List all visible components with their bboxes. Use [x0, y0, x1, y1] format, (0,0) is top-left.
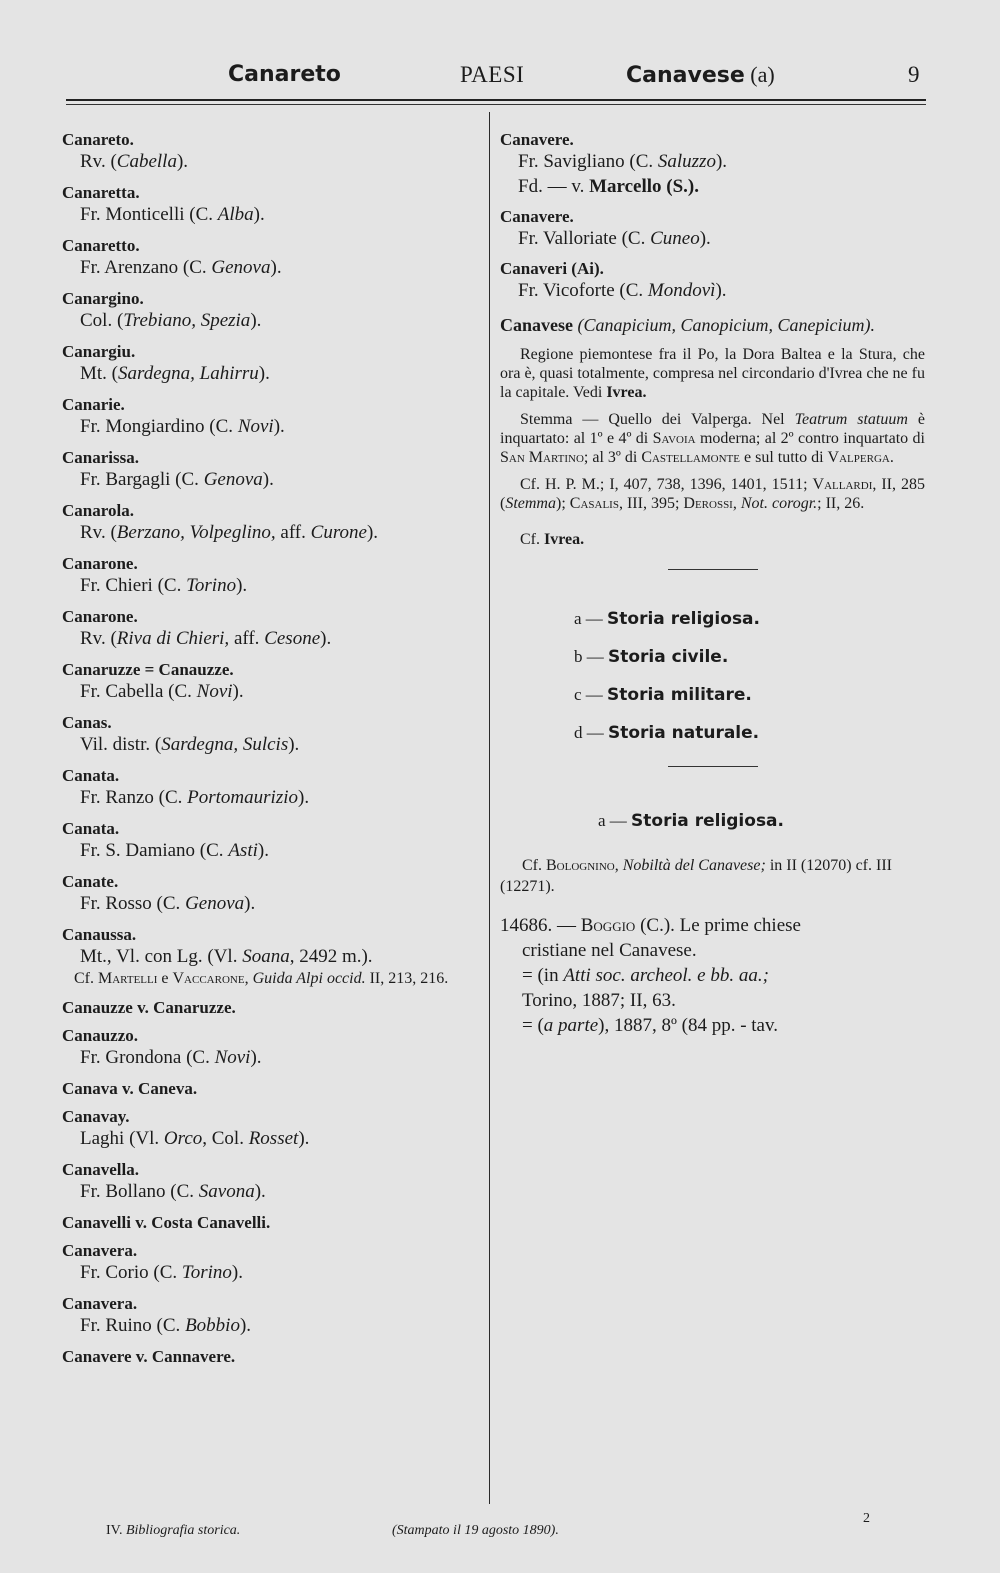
entry-reference: Cf. Martelli e Vaccarone, Guida Alpi occid. II, 213, 216.: [74, 970, 449, 987]
entry-location: Fr. Ranzo (C. Portomaurizio).: [80, 787, 310, 808]
entry-headword: Canargino.: [62, 289, 144, 308]
gazetteer-entry: [62, 1294, 480, 1338]
entry-headword: Canavelli v. Costa Canavelli.: [62, 1213, 271, 1232]
bib-line-2: cristiane nel Canavese.: [522, 940, 697, 961]
entry-location-part: Novi: [196, 681, 233, 702]
gazetteer-entry: [62, 501, 480, 545]
gazetteer-entry: [62, 819, 480, 863]
entry-location-part: Riva di Chieri,: [116, 628, 230, 649]
entry-location-part: Saluzzo: [657, 151, 716, 172]
gazetteer-entry: [62, 448, 480, 492]
running-head-right-suffix: (a): [750, 62, 775, 87]
footer-print-date: (Stampato il 19 agosto 1890).: [392, 1523, 559, 1538]
section-label: Storia naturale.: [608, 723, 760, 743]
footer-title: Bibliografia storica.: [125, 1523, 241, 1538]
gazetteer-entry: [62, 998, 480, 1017]
crossref-part: Nobiltà del Canavese;: [622, 857, 766, 874]
entry-location: Fr. Chieri (C. Torino).: [80, 575, 248, 596]
gazetteer-entry: [62, 607, 480, 651]
section-label: Storia militare.: [607, 685, 752, 705]
entry-location-part: Portomaurizio: [187, 787, 298, 808]
section-item: c — Storia militare.: [574, 685, 752, 705]
gazetteer-entry: [62, 1160, 480, 1204]
section-list: [500, 600, 925, 752]
bib-part: Boggio: [580, 915, 636, 936]
entry-location-part: Trebiano, Spezia: [123, 310, 251, 331]
entry-headword: Canavay.: [62, 1107, 130, 1126]
entry-location-part: Savona: [198, 1181, 255, 1202]
stemma-part: Valperga: [827, 449, 890, 466]
entry-headword: Canavere v. Cannavere.: [62, 1347, 236, 1366]
gazetteer-entry: [62, 1213, 480, 1232]
section-letter: a: [574, 609, 582, 628]
entry-headword: Canata.: [62, 819, 120, 838]
entry-location: Fr. Grondona (C. Novi).: [80, 1047, 262, 1068]
entry-location-part: Orco: [163, 1128, 203, 1149]
entry-location: Rv. (Cabella).: [80, 151, 189, 172]
gazetteer-entry: [62, 289, 480, 333]
entry-headword: Canauzzo.: [62, 1026, 139, 1045]
entry-headword: Canaussa.: [62, 925, 137, 944]
running-head-right-title: Canavese: [626, 63, 745, 88]
entry-location: Rv. (Riva di Chieri, aff. Cesone).: [80, 628, 332, 649]
entry-location-part: Soana: [242, 946, 290, 967]
stemma-part: Savoia: [652, 430, 696, 447]
entry-headword: Canaretto.: [62, 236, 140, 255]
entry-location: Laghi (Vl. Orco, Col. Rosset).: [80, 1128, 310, 1149]
entry-location: Fr. Ruino (C. Bobbio).: [80, 1315, 252, 1336]
cf-ivrea-link: Ivrea.: [544, 531, 585, 548]
section-heading-letter: a: [598, 811, 606, 830]
section-heading: a — Storia religiosa.: [598, 811, 784, 831]
entry-location: Fr. Valloriate (C. Cuneo).: [518, 228, 711, 249]
gazetteer-entry: [62, 766, 480, 810]
gazetteer-entry: [62, 925, 480, 988]
entry-location: Fr. Vicoforte (C. Mondovì).: [518, 280, 727, 301]
bib-part: Atti soc. archeol. e bb. aa.;: [563, 965, 769, 986]
entry-location-part: Marcello (S.).: [589, 176, 700, 197]
entry-location-part: Berzano, Volpeglino,: [116, 522, 276, 543]
footer-signature: [106, 1523, 240, 1539]
gazetteer-entry: [62, 1026, 480, 1070]
reference-part: Not. corogr.: [740, 495, 818, 512]
entry-location-part: Sardegna, Sulcis: [161, 734, 289, 755]
entry-headword: Canarola.: [62, 501, 134, 520]
entry-location-part: Torino: [186, 575, 237, 596]
gazetteer-entry: [500, 130, 925, 199]
section-letter: c: [574, 685, 582, 704]
canavese-headword: Canavese: [500, 315, 573, 335]
entry-location: Fr. Corio (C. Torino).: [80, 1262, 243, 1283]
bibliography-crossref: Cf. Bolognino, Nobiltà del Canavese; in II (12070) cf. III (12271).: [500, 857, 892, 895]
entry-headword: Canarone.: [62, 554, 138, 573]
entry-location: Fd. — v. Marcello (S.).: [518, 176, 700, 197]
bib-line-3: = (in Atti soc. archeol. e bb. aa.;: [522, 965, 769, 986]
entry-location-part: Sardegna, Lahirru: [118, 363, 259, 384]
gazetteer-entry: [62, 713, 480, 757]
entry-location: Vil. distr. (Sardegna, Sulcis).: [80, 734, 300, 755]
entry-location: Fr. S. Damiano (C. Asti).: [80, 840, 269, 861]
running-head-right: [626, 62, 775, 88]
section-item: a — Storia religiosa.: [574, 609, 760, 629]
gazetteer-entry: [62, 236, 480, 280]
gazetteer-entry: [62, 395, 480, 439]
entry-headword: Canargiu.: [62, 342, 136, 361]
canavese-latin-names: (Canapicium, Canopicium, Canepicium).: [577, 315, 875, 335]
entry-location: Mt., Vl. con Lg. (Vl. Soana, 2492 m.).: [80, 946, 373, 967]
entry-location: Fr. Mongiardino (C. Novi).: [80, 416, 285, 437]
cf-ivrea: [500, 531, 925, 549]
running-head-center: PAESI: [460, 62, 525, 87]
entry-headword: Canava v. Caneva.: [62, 1079, 198, 1098]
canavese-heading: [500, 313, 925, 337]
entry-headword: Canavere.: [500, 130, 574, 149]
stemma-part: Teatrum statuum: [794, 411, 908, 428]
entry-location-part: Asti: [228, 840, 258, 861]
gazetteer-entry: [62, 1107, 480, 1151]
description-part: Ivrea.: [606, 384, 647, 401]
gazetteer-entry: [500, 259, 925, 303]
section-letter: d: [574, 723, 583, 742]
entry-location-part: Genova: [203, 469, 263, 490]
entry-headword: Canavella.: [62, 1160, 139, 1179]
entry-location: Fr. Savigliano (C. Saluzzo).: [518, 151, 728, 172]
entry-location-part: Rosset: [248, 1128, 299, 1149]
entry-location: Fr. Bollano (C. Savona).: [80, 1181, 266, 1202]
entry-location: Fr. Cabella (C. Novi).: [80, 681, 244, 702]
stemma-part: Castellamonte: [641, 449, 740, 466]
entry-location: Fr. Rosso (C. Genova).: [80, 893, 256, 914]
bib-line-5: = (a parte), 1887, 8º (84 pp. - tav.: [522, 1015, 779, 1036]
running-head-left: Canareto: [228, 62, 341, 87]
bib-part: a parte: [543, 1015, 599, 1036]
entry-location: Mt. (Sardegna, Lahirru).: [80, 363, 270, 384]
entry-location: Col. (Trebiano, Spezia).: [80, 310, 262, 331]
canavese-description: Regione piemontese fra il Po, la Dora Baltea e la Stura, che ora è, quasi totalmente, compresa nel circondario d'Ivrea che ne fu la capitale. Vedi Ivrea.: [500, 346, 925, 401]
footer-volume: IV.: [106, 1523, 123, 1538]
section-item: d — Storia naturale.: [574, 723, 760, 743]
entry-headword: Canarie.: [62, 395, 125, 414]
reference-part: Derossi: [683, 495, 733, 512]
left-column: [62, 130, 480, 1375]
entry-headword: Canavere.: [500, 207, 574, 226]
gazetteer-entry: [62, 1347, 480, 1366]
section-letter: b: [574, 647, 583, 666]
entry-location-part: Mondovì: [647, 280, 716, 301]
header-rule: [66, 99, 926, 101]
section-label: Storia civile.: [608, 647, 729, 667]
reference-part: Guida Alpi occid.: [252, 970, 366, 987]
section-separator-2: [668, 766, 758, 767]
gazetteer-entry: [62, 554, 480, 598]
entry-location-part: Torino: [181, 1262, 232, 1283]
section-item: b — Storia civile.: [574, 647, 729, 667]
section-heading-label: Storia religiosa.: [631, 811, 784, 831]
entry-location: Fr. Bargagli (C. Genova).: [80, 469, 274, 490]
gazetteer-entry: [62, 1241, 480, 1285]
entry-headword: Canauzze v. Canaruzze.: [62, 998, 236, 1017]
entry-headword: Canareto.: [62, 130, 134, 149]
entry-location-part: Genova: [211, 257, 271, 278]
stemma-part: San Martino: [500, 449, 584, 466]
entry-location: Rv. (Berzano, Volpeglino, aff. Curone).: [80, 522, 379, 543]
reference-part: Stemma: [505, 495, 556, 512]
entry-location-part: Cuneo: [650, 228, 700, 249]
entry-headword: Canaveri (Ai).: [500, 259, 604, 278]
entry-location: Fr. Monticelli (C. Alba).: [80, 204, 265, 225]
entry-location-part: Alba: [217, 204, 254, 225]
gazetteer-entry: [62, 872, 480, 916]
entry-headword: Canaruzze = Canauzze.: [62, 660, 234, 679]
right-column: [500, 130, 925, 1038]
entry-headword: Canarone.: [62, 607, 138, 626]
bib-line-1: 14686. — Boggio (C.). Le prime chiese: [500, 915, 801, 936]
entry-headword: Canaretta.: [62, 183, 140, 202]
gazetteer-entry: [62, 342, 480, 386]
entry-location-part: Novi: [214, 1047, 251, 1068]
reference-part: Martelli: [98, 970, 158, 987]
entry-headword: Canavera.: [62, 1294, 138, 1313]
section-separator: [668, 569, 758, 570]
entry-headword: Canas.: [62, 713, 112, 732]
gazetteer-entry: [62, 130, 480, 174]
page-number: 9: [908, 62, 920, 87]
column-divider: [489, 112, 490, 1504]
gazetteer-entry: [500, 207, 925, 251]
entry-location-part: Curone: [310, 522, 367, 543]
section-label: Storia religiosa.: [607, 609, 760, 629]
reference-part: Casalis: [569, 495, 619, 512]
entry-location-part: Cesone: [264, 628, 321, 649]
entry-location: Fr. Arenzano (C. Genova).: [80, 257, 282, 278]
reference-part: Vallardi: [812, 476, 873, 493]
entry-headword: Canarissa.: [62, 448, 139, 467]
right-entries: [500, 130, 925, 303]
gazetteer-entry: [62, 1079, 480, 1098]
footer-sheet-number: 2: [863, 1511, 870, 1526]
cf-ivrea-prefix: Cf.: [520, 531, 540, 548]
canavese-references: Cf. H. P. M.; I, 407, 738, 1396, 1401, 1511; Vallardi, II, 285 (Stemma); Casalis, III, 395; Derossi, Not. corogr.; II, 26.: [500, 476, 926, 512]
entry-location-part: Cabella: [116, 151, 177, 172]
canavese-stemma: Stemma — Quello dei Valperga. Nel Teatrum statuum è inquartato: al 1º e 4º di Savoia moderna; al 2º contro inquartato di San Martino; al 3º di Castellamonte e sul tutto di Valperga.: [500, 411, 925, 466]
crossref-part: Bolognino: [546, 857, 615, 874]
entry-location-part: Novi: [237, 416, 274, 437]
entry-headword: Canata.: [62, 766, 120, 785]
gazetteer-entry: [62, 183, 480, 227]
entry-headword: Canate.: [62, 872, 119, 891]
bibliography-entry-14686: [500, 913, 925, 1038]
entry-headword: Canavera.: [62, 1241, 138, 1260]
bib-line-4: Torino, 1887; II, 63.: [522, 990, 676, 1011]
header-rule-thin: [66, 104, 926, 105]
entry-location-part: Genova: [185, 893, 245, 914]
reference-part: Vaccarone: [172, 970, 245, 987]
entry-location-part: Bobbio: [185, 1315, 240, 1336]
gazetteer-entry: [62, 660, 480, 704]
